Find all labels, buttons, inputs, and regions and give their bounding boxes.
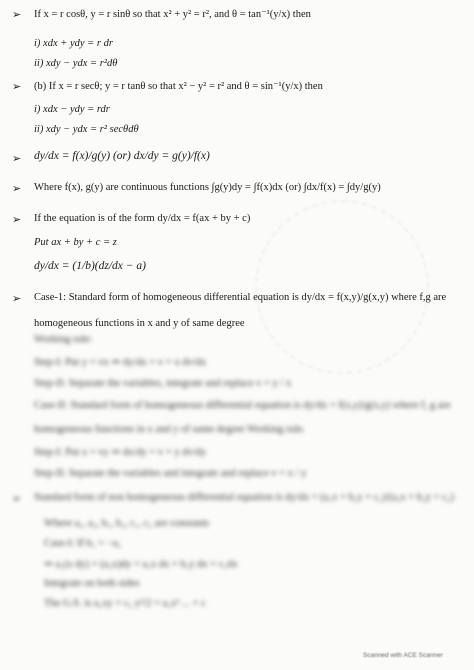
blurred-line: Where a₁, a₂, b₁, b₂, c₁, c₂ are constants xyxy=(44,518,210,529)
blurred-line: Integrate on both sides xyxy=(44,578,140,589)
blurred-line: homogeneous functions in x and y of same degree Working rule. xyxy=(34,424,306,435)
substitution-derivative: dy/dx = (1/b)(dz/dx − a) xyxy=(34,260,146,272)
blurred-line: Case-II: Standard form of homogeneous differential equation is dy/dx = f(x,y)/g(x,y) where f, g are xyxy=(34,400,451,411)
identity-i-b: i) xdx − ydy = rdr xyxy=(34,104,110,115)
bullet-arrow-icon: ➢ xyxy=(12,8,22,21)
identity-i: i) xdx + ydy = r dr xyxy=(34,38,113,49)
bullet-arrow-icon: ➢ xyxy=(12,182,22,195)
blurred-line: Step-II: Separate the variables, integrate and replace v = y / x xyxy=(34,378,292,389)
case-1-line-1: Case-1: Standard form of homogeneous differential equation is dy/dx = f(x,y)/g(x,y) where f,g are xyxy=(34,292,447,303)
bullet-arrow-icon: ➢ xyxy=(12,152,22,165)
scanner-watermark: Scanned with ACE Scanner xyxy=(363,652,443,659)
polar-substitution-intro: If x = r cosθ, y = r sinθ so that x² + y² = r², and θ = tan⁻¹(y/x) then xyxy=(34,9,311,20)
sec-substitution-intro: (b) If x = r secθ; y = r tanθ so that x² − y² = r² and θ = sin⁻¹(y/x) then xyxy=(34,81,323,92)
separable-solution: Where f(x), g(y) are continuous functions ∫g(y)dy = ∫f(x)dx (or) ∫dx/f(x) = ∫dy/g(y) xyxy=(34,182,381,193)
bullet-arrow-icon: ➢ xyxy=(12,80,22,93)
blurred-line: Case-I: If b₁ = −a₂ xyxy=(44,538,121,549)
bullet-arrow-icon: ➢ xyxy=(12,492,22,505)
blurred-line: Step-I: Put y = vx ⇒ dy/dx = v + x dv/dx xyxy=(34,357,207,368)
linear-substitution-intro: If the equation is of the form dy/dx = f(ax + by + c) xyxy=(34,213,251,224)
substitution-put: Put ax + by + c = z xyxy=(34,237,117,248)
blurred-line: Step-II: Separate the variables and integrate and replace v = x / y xyxy=(34,468,307,479)
identity-ii: ii) xdy − ydx = r²dθ xyxy=(34,58,118,69)
blurred-line: Standard form of non homogeneous differential equation is dy/dx = (a₁x + b₁y + c₁)/(a₂x + b₂y + c₂) xyxy=(34,492,454,503)
blurred-line: ⇒ a₁(x dy) + (a₂x)dy = a₁x dx + b₁y dx + c₁dx xyxy=(44,559,238,570)
blurred-line: Step-I: Put x = vy ⇒ dx/dy = v + y dv/dy xyxy=(34,447,207,458)
faint-stamp-watermark xyxy=(255,200,429,374)
blurred-line: The G.S. is a₁xy + c₂ y²/2 = a₁x² ... + c xyxy=(44,598,206,609)
blurred-line: Working rule: xyxy=(34,334,93,345)
separable-form: dy/dx = f(x)/g(y) (or) dx/dy = g(y)/f(x) xyxy=(34,150,210,162)
bullet-arrow-icon: ➢ xyxy=(12,213,22,226)
case-1-line-2: homogeneous functions in x and y of same degree xyxy=(34,318,245,329)
bullet-arrow-icon: ➢ xyxy=(12,292,22,305)
identity-ii-b: ii) xdy − ydx = r² secθdθ xyxy=(34,124,139,135)
